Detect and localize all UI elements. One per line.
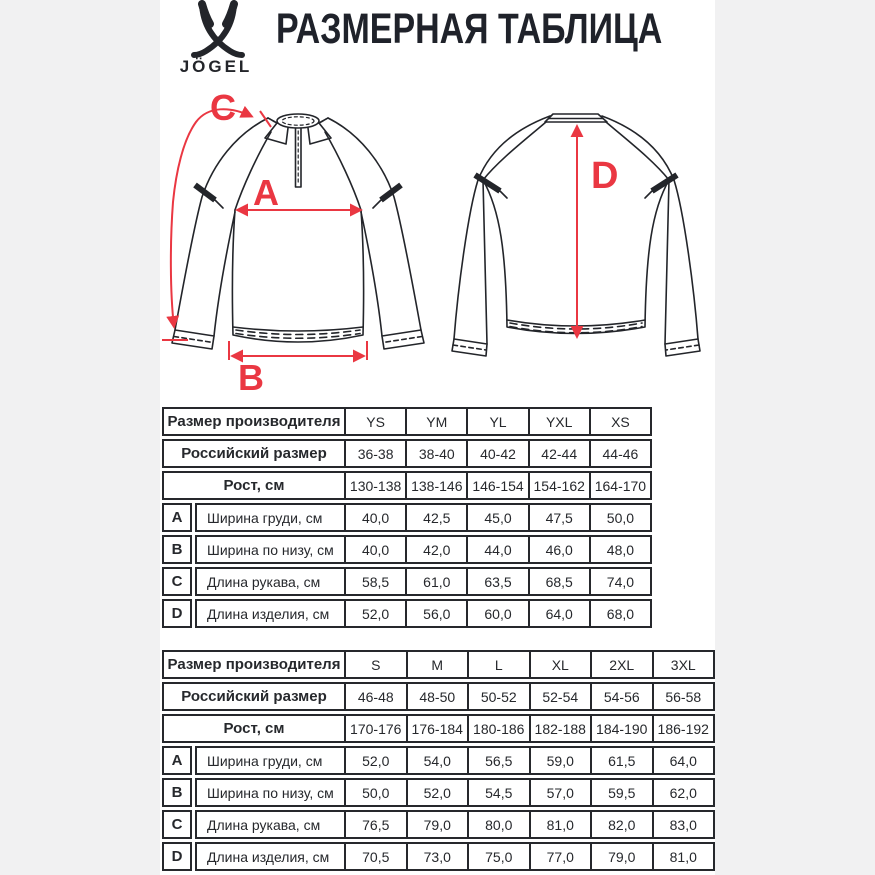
measure-letter: D [162, 599, 192, 628]
size-header-value: XL [529, 652, 591, 677]
measure-value: 82,0 [590, 812, 652, 837]
size-header-value: 182-188 [529, 716, 591, 741]
header-row-box [162, 439, 652, 468]
measure-row-label: Ширина по низу, см [207, 784, 334, 801]
measure-value: 60,0 [466, 601, 527, 626]
size-header-value: 38-40 [405, 441, 466, 466]
header-row-box [162, 471, 652, 500]
measure-letter: C [162, 810, 192, 839]
measure-value: 61,0 [405, 569, 466, 594]
table-measure-row [162, 842, 715, 871]
measure-value: 44,0 [466, 537, 527, 562]
measure-letter: A [162, 503, 192, 532]
measure-value: 47,5 [528, 505, 589, 530]
size-header-value: 2XL [590, 652, 652, 677]
table-header-row [162, 407, 652, 436]
measure-value: 81,0 [652, 844, 714, 869]
size-header-value: YL [466, 409, 527, 434]
table-measure-row [162, 810, 715, 839]
measure-value: 54,5 [467, 780, 529, 805]
measure-value: 40,0 [344, 537, 405, 562]
size-header-value: 36-38 [344, 441, 405, 466]
measure-value: 54,0 [406, 748, 468, 773]
front-view-diagram [158, 92, 448, 392]
measure-row-box [195, 535, 652, 564]
measure-row-label: Длина изделия, см [207, 848, 330, 865]
measure-value: 68,5 [528, 569, 589, 594]
measure-row-label: Длина изделия, см [207, 605, 330, 622]
measure-value: 58,5 [344, 569, 405, 594]
size-header-value: 54-56 [590, 684, 652, 709]
size-header-value: 184-190 [590, 716, 652, 741]
header-row-box [162, 714, 715, 743]
measure-value: 79,0 [590, 844, 652, 869]
table-measure-row [162, 567, 652, 596]
measure-row-box [195, 778, 715, 807]
page-title [276, 5, 765, 54]
measure-value: 56,5 [467, 748, 529, 773]
size-header-value: 3XL [652, 652, 714, 677]
table-measure-row [162, 503, 652, 532]
measure-letter: D [162, 842, 192, 871]
header-row-label: Размер производителя [167, 656, 341, 673]
header-row-label: Рост, см [223, 720, 285, 737]
measure-value: 42,0 [405, 537, 466, 562]
header-row-label: Размер производителя [167, 413, 341, 430]
measure-label-a: A [253, 172, 279, 213]
measure-row-box [195, 503, 652, 532]
front-garment-outline [172, 114, 424, 349]
measure-value: 57,0 [529, 780, 591, 805]
table-header-row [162, 714, 715, 743]
measure-row-label: Ширина груди, см [207, 752, 323, 769]
measure-value: 59,0 [529, 748, 591, 773]
header-row-box [162, 682, 715, 711]
size-header-value: 50-52 [467, 684, 529, 709]
size-header-value: 52-54 [529, 684, 591, 709]
size-header-value: 56-58 [652, 684, 714, 709]
measure-row-box [195, 746, 715, 775]
measure-value: 76,5 [344, 812, 406, 837]
size-header-value: 164-170 [589, 473, 650, 498]
header-row-box [162, 407, 652, 436]
measure-letter: C [162, 567, 192, 596]
table-measure-row [162, 778, 715, 807]
measure-value: 62,0 [652, 780, 714, 805]
measure-value: 61,5 [590, 748, 652, 773]
measure-row-box [195, 567, 652, 596]
measure-value: 59,5 [590, 780, 652, 805]
measure-value: 50,0 [344, 780, 406, 805]
measure-value: 63,5 [466, 569, 527, 594]
table-measure-row [162, 746, 715, 775]
measure-value: 81,0 [529, 812, 591, 837]
measure-value: 46,0 [528, 537, 589, 562]
measure-value: 42,5 [405, 505, 466, 530]
measure-value: 70,5 [344, 844, 406, 869]
measure-arrow-bottom [229, 341, 367, 392]
header-row-label: Рост, см [223, 477, 285, 494]
page-title-text: РАЗМЕРНАЯ ТАБЛИЦА [276, 5, 663, 53]
header-row-label: Российский размер [181, 445, 327, 462]
measure-value: 64,0 [528, 601, 589, 626]
measure-row-label: Длина рукава, см [207, 816, 321, 833]
measure-value: 79,0 [406, 812, 468, 837]
measure-value: 48,0 [589, 537, 650, 562]
size-header-value: YXL [528, 409, 589, 434]
measure-letter: A [162, 746, 192, 775]
measure-value: 52,0 [344, 601, 405, 626]
size-header-value: M [406, 652, 468, 677]
size-header-value: L [467, 652, 529, 677]
size-table-adult [162, 650, 715, 871]
brand-name: JÖGEL [179, 57, 253, 76]
table-header-row [162, 650, 715, 679]
header-row-label: Российский размер [181, 688, 327, 705]
measure-letter: B [162, 778, 192, 807]
measure-value: 74,0 [589, 569, 650, 594]
size-header-value: 146-154 [466, 473, 527, 498]
measure-value: 50,0 [589, 505, 650, 530]
size-header-value: YM [405, 409, 466, 434]
size-header-value: 42-44 [528, 441, 589, 466]
size-header-value: YS [344, 409, 405, 434]
size-header-value: S [344, 652, 406, 677]
measure-value: 77,0 [529, 844, 591, 869]
measure-label-d: D [591, 155, 619, 197]
measure-value: 45,0 [466, 505, 527, 530]
measure-value: 83,0 [652, 812, 714, 837]
table-header-row [162, 682, 715, 711]
size-header-value: 176-184 [406, 716, 468, 741]
measure-label-b: B [238, 357, 264, 392]
measure-value: 75,0 [467, 844, 529, 869]
measure-value: 73,0 [406, 844, 468, 869]
table-measure-row [162, 599, 652, 628]
measure-value: 64,0 [652, 748, 714, 773]
measure-value: 68,0 [589, 601, 650, 626]
measure-value: 56,0 [405, 601, 466, 626]
size-header-value: 48-50 [406, 684, 468, 709]
size-header-value: 154-162 [528, 473, 589, 498]
measure-arrow-chest [237, 172, 361, 213]
size-header-value: 130-138 [344, 473, 405, 498]
size-table-youth [162, 407, 652, 628]
measure-arrow-sleeve [162, 92, 271, 340]
measure-value: 52,0 [406, 780, 468, 805]
measure-letter: B [162, 535, 192, 564]
size-header-value: 180-186 [467, 716, 529, 741]
size-header-value: 170-176 [344, 716, 406, 741]
measure-row-box [195, 842, 715, 871]
measure-row-box [195, 810, 715, 839]
measure-row-label: Ширина груди, см [207, 509, 323, 526]
measure-value: 80,0 [467, 812, 529, 837]
measure-arrow-length [577, 126, 618, 337]
back-view-diagram [445, 92, 715, 392]
table-header-row [162, 439, 652, 468]
measure-label-c: C [210, 92, 236, 128]
size-header-value: 46-48 [344, 684, 406, 709]
size-header-value: 186-192 [652, 716, 714, 741]
measure-value: 40,0 [344, 505, 405, 530]
table-measure-row [162, 535, 652, 564]
table-header-row [162, 471, 652, 500]
size-header-value: 44-46 [589, 441, 650, 466]
header-row-box [162, 650, 715, 679]
measure-row-label: Длина рукава, см [207, 573, 321, 590]
measure-value: 52,0 [344, 748, 406, 773]
size-header-value: XS [589, 409, 650, 434]
measure-row-box [195, 599, 652, 628]
size-header-value: 40-42 [466, 441, 527, 466]
measure-row-label: Ширина по низу, см [207, 541, 334, 558]
size-header-value: 138-146 [405, 473, 466, 498]
